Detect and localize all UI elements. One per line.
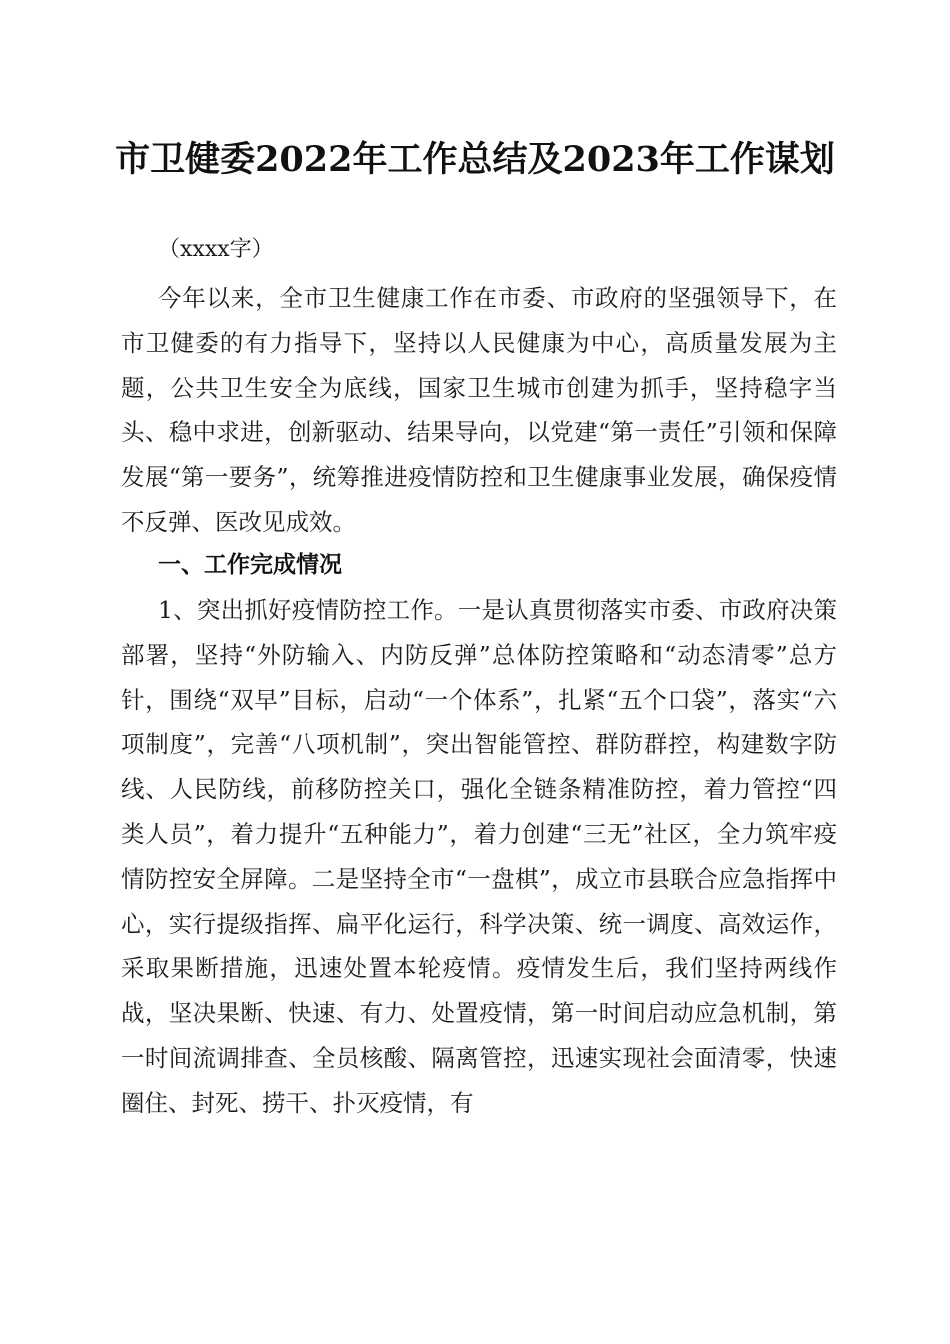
section-body [121,588,837,1126]
document-title: 市卫健委2022年工作总结及2023年工作谋划 [115,139,835,180]
section-heading: 一、工作完成情况 [158,552,342,578]
intro-section [121,276,837,545]
section-paragraph: 1、突出抓好疫情防控工作。一是认真贯彻落实市委、市政府决策部署，坚持“外防输入、内防反弹”总体防控策略和“动态清零”总方针，围绕“双早”目标，启动“一个体系”，扎紧“五个口袋”，落实“六项制度”，完善“八项机制”，突出智能管控、群防群控，构建数字防线、人民防线，前移防控关口，强化全链条精准防控，着力管控“四类人员”，着力提升“五种能力”，着力创建“三无”社区，全力筑牢疫情防控安全屏障。二是坚持全市“一盘棋”，成立市县联合应急指挥中心，实行提级指挥、扁平化运行，科学决策、统一调度、高效运作，采取果断措施，迅速处置本轮疫情。疫情发生后，我们坚持两线作战，坚决果断、快速、有力、处置疫情，第一时间启动应急机制，第一时间流调排查、全员核酸、隔离管控，迅速实现社会面清零，快速圈住、封死、捞干、扑灭疫情，有 [121,596,837,1117]
intro-paragraph: 今年以来，全市卫生健康工作在市委、市政府的坚强领导下，在市卫健委的有力指导下，坚持以人民健康为中心，高质量发展为主题，公共卫生安全为底线，国家卫生城市创建为抓手，坚持稳字当头、稳中求进，创新驱动、结果导向，以党建“第一责任”引领和保障发展“第一要务”，统筹推进疫情防控和卫生健康事业发展，确保疫情不反弹、医改见成效。 [121,284,837,536]
word-count-note: （xxxx字） [158,237,274,262]
